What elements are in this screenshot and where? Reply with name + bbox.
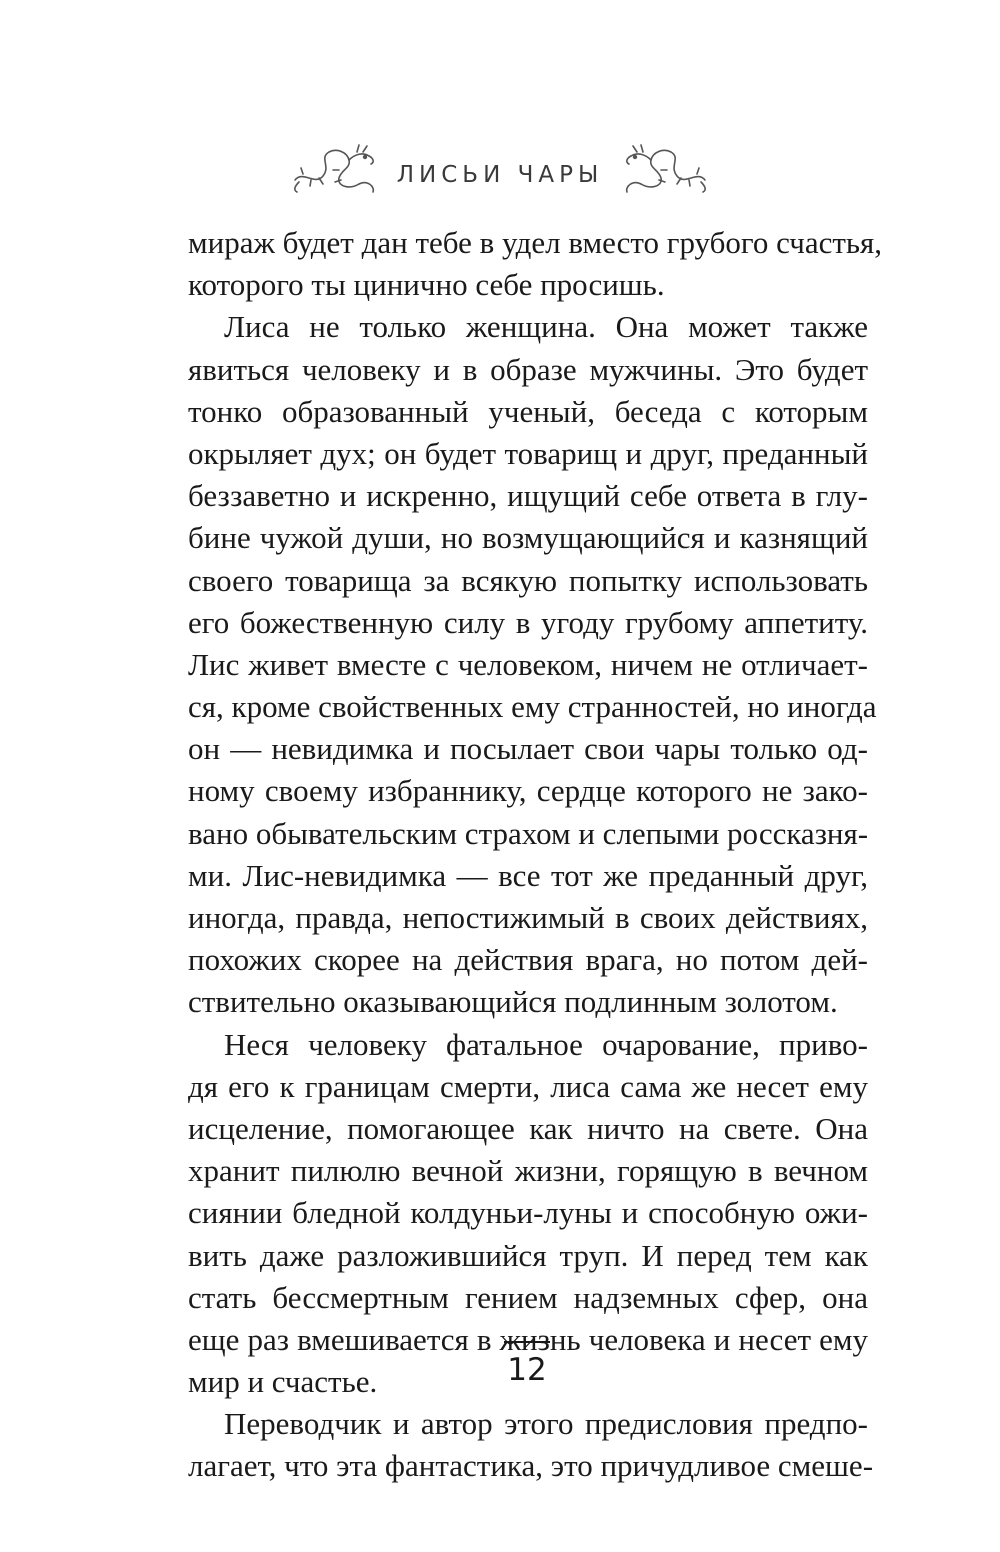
text-line: явиться человеку и в образе мужчины. Это будет [188, 351, 868, 387]
text-line: лагает, что эта фантастика, это причудливое смеше- [188, 1448, 874, 1484]
text-line: стать бессмертным гением надземных сфер, она [188, 1279, 868, 1315]
text-line: Переводчик и автор этого предисловия предпо- [224, 1406, 868, 1442]
text-line: Лис живет вместе с человеком, ничем не отличает- [188, 646, 868, 682]
text-line: дя его к границам смерти, лиса сама же несет ему [188, 1068, 868, 1104]
text-line: ми. Лис-невидимка — все тот же преданный друг, [188, 857, 868, 893]
text-line: которого ты цинично себе просишь. [188, 267, 665, 303]
text-line: окрыляет дух; он будет товарищ и друг, преданный [188, 435, 868, 471]
text-line: его божественную силу в угоду грубому аппетиту. [188, 604, 868, 640]
text-line: Лиса не только женщина. Она может также [224, 309, 868, 345]
body-text [188, 222, 883, 1488]
text-line: бине чужой души, но возмущающийся и казнящий [188, 520, 868, 556]
text-line: своего товарища за всякую попытку использовать [188, 562, 868, 598]
text-line: он — невидимка и посылает свои чары только од- [188, 731, 868, 767]
text-line: мираж будет дан тебе в удел вместо грубого счастья, [188, 225, 883, 260]
text-line: похожих скорее на действия врага, но потом дей- [188, 942, 868, 978]
text-line: ному своему избраннику, сердце которого не зако- [188, 773, 868, 809]
running-title: ЛИСЬИ ЧАРЫ [396, 162, 604, 188]
text-line: ствительно оказывающийся подлинным золотом. [188, 984, 838, 1020]
dragon-ornament-right-icon [619, 140, 711, 196]
text-line: вить даже разложившийся труп. И перед тем как [188, 1237, 868, 1273]
text-line: иногда, правда, непостижимый в своих действиях, [188, 900, 868, 935]
running-head [0, 138, 1000, 198]
page-number: 12 [507, 1352, 547, 1388]
text-line: ся, кроме свойственных ему странностей, но иногда [188, 689, 877, 725]
text-line: еще раз вмешивается в жизнь человека и несет ему [188, 1321, 868, 1357]
text-line: сиянии бледной колдуньи-луны и способную ожи- [188, 1195, 868, 1231]
text-line: Неся человеку фатальное очарование, приво- [224, 1026, 868, 1062]
text-line: беззаветно и искренно, ищущий себе ответа в глу- [188, 478, 868, 514]
text-line: хранит пилюлю вечной жизни, горящую в вечном [188, 1153, 868, 1189]
text-line: мир и счастье. [188, 1364, 378, 1400]
text-line: тонко образованный ученый, беседа с которым [188, 393, 868, 429]
dragon-ornament-left-icon [289, 140, 381, 196]
text-line: вано обывательским страхом и слепыми россказня- [188, 815, 869, 851]
folio-rule [504, 1341, 550, 1343]
text-line: исцеление, помогающее как ничто на свете. Она [188, 1110, 868, 1146]
